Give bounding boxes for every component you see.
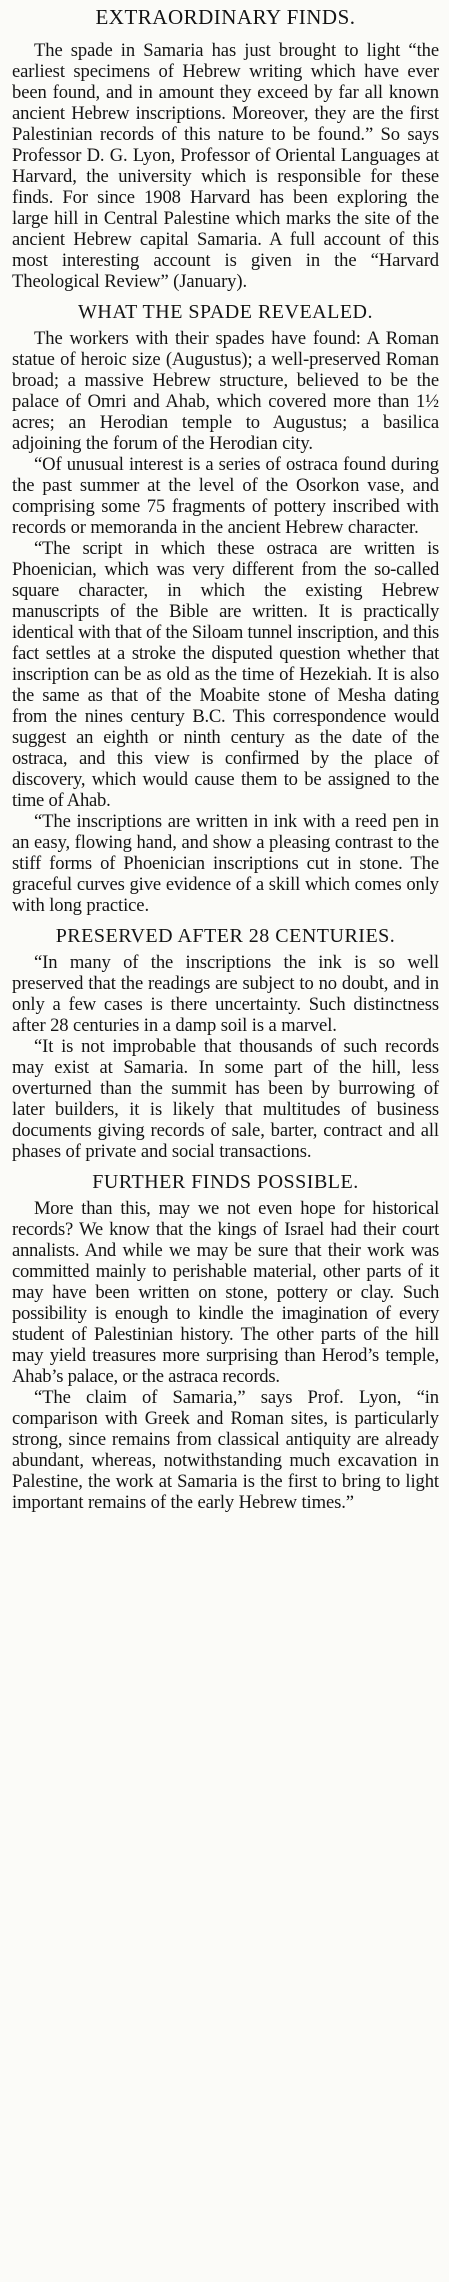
paragraph: The workers with their spades have found: A Roman statue of heroic size (Augustus); a well-preserved Roman broad; a massive Hebrew structure, believed to be the palace of Omri and Ahab, which covered more than 1½ acres; an Herodian temple to Augustus; a basilica adjoining the forum of the Herodian city. (12, 328, 439, 454)
intro-paragraph: The spade in Samaria has just brought to light “the earliest specimens of Hebrew writing which have ever been found, and in amount they exceed by far all known ancient Hebrew inscriptions. Moreover, they are the first Palestinian records of this nature to be found.” So says Professor D. G. Lyon, Professor of Oriental Languages at Harvard, the university which is responsible for these finds. For since 1908 Harvard has been exploring the large hill in Central Palestine which marks the site of the ancient Hebrew capital Samaria. A full account of this most interesting account is given in the “Harvard Theological Review” (January). (12, 40, 439, 292)
section-heading: FURTHER FINDS POSSIBLE. (92, 1171, 359, 1193)
section-heading: WHAT THE SPADE REVEALED. (78, 301, 373, 323)
section-intro (12, 40, 439, 292)
paragraph: “In many of the inscriptions the ink is so well preserved that the readings are subject to no doubt, and in only a few cases is there uncertainty. Such distinctness after 28 centuries in a damp soil is a marvel. (12, 952, 439, 1036)
section-what-the-spade-revealed (12, 300, 439, 916)
section-preserved-after-28-centuries (12, 924, 439, 1162)
section-further-finds-possible (12, 1170, 439, 1513)
paragraph: “The inscriptions are written in ink with a reed pen in an easy, flowing hand, and show a pleasing contrast to the stiff forms of Phoenician inscriptions cut in stone. The graceful curves give evidence of a skill which comes only with long practice. (12, 811, 439, 916)
article-title: EXTRAORDINARY FINDS. (95, 5, 356, 29)
paragraph: More than this, may we not even hope for historical records? We know that the kings of Israel had their court annalists. And while we may be sure that their work was committed mainly to perishable material, other parts of it may have been written on stone, pottery or clay. Such possibility is enough to kindle the imagination of every student of Palestinian history. The other parts of the hill may yield treasures more surprising than Herod’s temple, Ahab’s palace, or the astraca records. (12, 1198, 439, 1387)
paragraph: “The claim of Samaria,” says Prof. Lyon, “in comparison with Greek and Roman sites, is particularly strong, since remains from classical antiquity are already abundant, whereas, notwithstanding much excavation in Palestine, the work at Samaria is the first to bring to light important remains of the early Hebrew times.” (12, 1387, 439, 1513)
section-heading: PRESERVED AFTER 28 CENTURIES. (55, 925, 396, 947)
paragraph: “It is not improbable that thousands of such records may exist at Samaria. In some part of the hill, less overturned than the summit has been by burrowing of later builders, it is likely that multitudes of business documents giving records of sale, barter, contract and all phases of private and social transactions. (12, 1036, 439, 1162)
paragraph: “The script in which these ostraca are written is Phoenician, which was very different from the so-called square character, in which the existing Hebrew manuscripts of the Bible are written. It is practically identical with that of the Siloam tunnel inscription, and this fact settles at a stroke the disputed question whether that inscription can be as old as the time of Hezekiah. It is also the same as that of the Moabite stone of Mesha dating from the nines century B.C. This correspondence would suggest an eighth or ninth century as the date of the ostraca, and this view is confirmed by the place of discovery, which would cause them to be assigned to the time of Ahab. (12, 538, 439, 811)
paragraph: “Of unusual interest is a series of ostraca found during the past summer at the level of the Osorkon vase, and comprising some 75 fragments of pottery inscribed with records or memoranda in the ancient Hebrew character. (12, 454, 439, 538)
